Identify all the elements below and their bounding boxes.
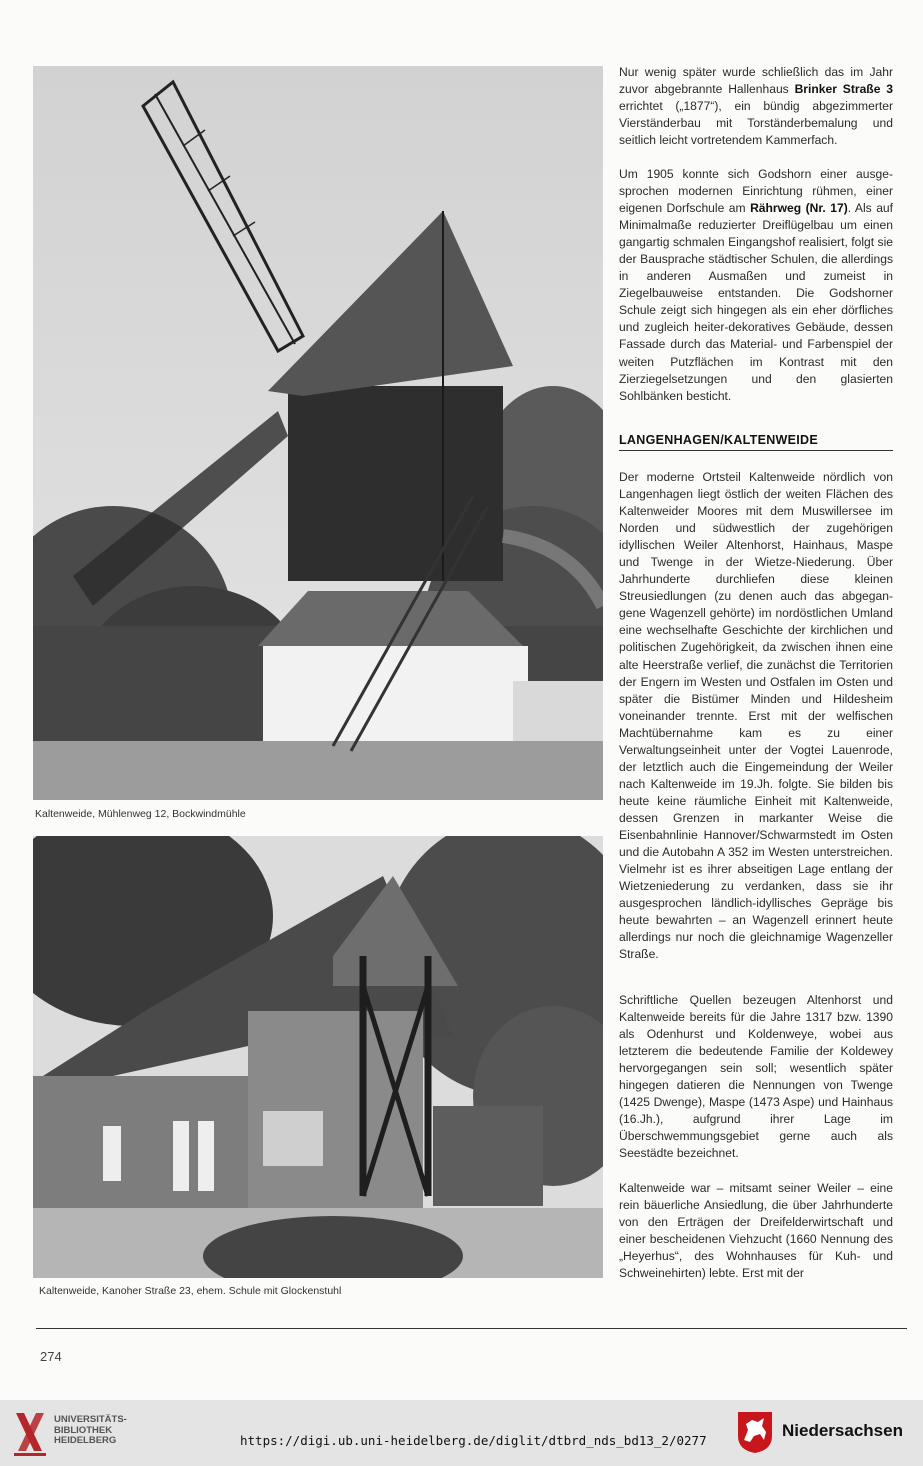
paragraph-kaltenweide-intro: Der moderne Ortsteil Kaltenweide nördlich von Langenhagen liegt östlich der weiten Flächen des Kaltenweider Moores mit dem Muswillersee im Norden und südwestlich der zugehörigen idyllischen Weiler Altenhorst, Hainhaus, Maspe und Twenge in der Wietze-Niederung. Über Jahrhunderte durchliefen diese kleinen Streusiedlungen (zu denen auch das abgegangene Wagenzell gehörte) im nordöstlichen Umland eine wechselhafte Geschichte der kirchlichen und politischen Zugehörigkeit, da zwischen ihnen eine alte Heerstraße verlief, die zunächst die Territorien der Engern im Westen und Ostfalen im Osten und später die Bistümer Minden und Hildesheim voneinander trennte. Erst mit der welfischen Machtübernahme kam es zu einer Verwaltungseinheit unter der Vogtei Lauenrode, der letztlich auch die Eingemeindung der Weiler nach Kaltenweide im 19.Jh. folgte. Sie bilden bis heute keine räumliche Einheit mit Kaltenweide, dessen Grenzen in markanter Weise die Eisenbahnlinie Hannover/Schwarmstedt im Osten und die Autobahn A 352 im Westen unterstreichen. Vielmehr ist es ihrer abseitigen Lage entlang der Wietzeniederung zu verdanken, dass sie ihr ausgesprochen ländlich-idyllisches Gepräge bis heute bewahrten – an Wagenzell erinnert heute allerdings nur noch die gleichnamige Wagenzeller Straße. [619, 470, 893, 962]
paragraph-godshorn-school [619, 166, 893, 405]
school-photo [33, 836, 603, 1278]
p1-address-bold: Brinker Straße 3 [794, 82, 893, 97]
p2-text-c: . Als auf Minimalmaße reduzierter Dreiflügelbau um einen gangartig schmalen Eingangshof realisiert, folgt sie der Bausprache städtischer Schulen, die allerdings in anderen Ausmaßen und zumeist in Ziegelbauweise entstanden. Die Godshorner Schule zeigt sich hingegen als ein eher dörfliches und zugleich heiter-dekoratives Gebäude, dessen Fassade durch das Material- und Farbenspiel der weiten Putzflächen im Kontrast mit den Zierziegelsetzungen und den glasierten Sohlbänken besticht. [619, 201, 894, 403]
niedersachsen-horse-crest-icon[interactable] [736, 1410, 774, 1454]
university-library-name[interactable] [54, 1415, 127, 1447]
footer-rule [36, 1328, 907, 1329]
library-line-2: BIBLIOTHEK [54, 1424, 113, 1436]
p2-text-a: Um 1905 konnte sich Godshorn einer ausgesprochen modernen Einrichtung rühmen, einer eigenen Dorfschule am [619, 167, 893, 216]
paragraph-brinker-strasse [619, 64, 893, 149]
p1-text-c: errichtet („1877“), ein bündig abgezimmerter Vierständerbau mit Torständerbemalung und seitlich leicht vortretendem Kammerfach. [619, 99, 893, 148]
p1-text-a: Nur wenig später wurde schließlich das im Jahr zuvor abgebrannte Hallenhaus [619, 65, 893, 97]
windmill-photo [33, 66, 603, 800]
permalink-url[interactable]: https://digi.ub.uni-heidelberg.de/diglit/dtbrd_nds_bd13_2/0277 [240, 1433, 707, 1448]
windmill-caption: Kaltenweide, Mühlenweg 12, Bockwindmühle [35, 808, 246, 820]
paragraph-farming-settlement: Kaltenweide war – mitsamt seiner Weiler – eine rein bäuerliche Ansiedlung, die über Jahrhunderte von den Erträgen der Dreifelderwirtschaft und einer bescheidenen Viehzucht (1660 Nennung des „Heyerhus“, des Wohnhauses für Kuh- und Schweinehirten) lebte. Erst mit der [619, 1181, 893, 1281]
library-line-3: HEIDELBERG [54, 1435, 117, 1446]
school-caption: Kaltenweide, Kanoher Straße 23, ehem. Schule mit Glockenstuhl [39, 1285, 342, 1297]
university-library-logo-icon[interactable] [12, 1407, 48, 1457]
paragraph-written-sources: Schriftliche Quellen bezeugen Altenhorst und Kaltenweide bereits für die Jahre 1317 bzw. 1390 als Odenhurst und Koldenweye, wobei aus letzterem die bedeutende Familie der Koldewey hervorgegangen sein soll; wesentlich später hingegen datieren die Nennungen von Twenge (1425 Dwenge), Maspe (1473 Aspe) und Hainhaus (16.Jh.), aufgrund ihrer Lage im Überschwemmungsgebiet gerne auch als Seestädte bezeichnet. [619, 993, 893, 1161]
p2-address-bold: Rährweg (Nr. 17) [750, 201, 848, 216]
section-heading: LANGENHAGEN/KALTENWEIDE [619, 433, 893, 451]
library-line-1: UNIVERSITÄTS- [54, 1414, 127, 1425]
niedersachsen-name[interactable]: Niedersachsen [782, 1421, 903, 1440]
page-number: 274 [40, 1349, 62, 1364]
